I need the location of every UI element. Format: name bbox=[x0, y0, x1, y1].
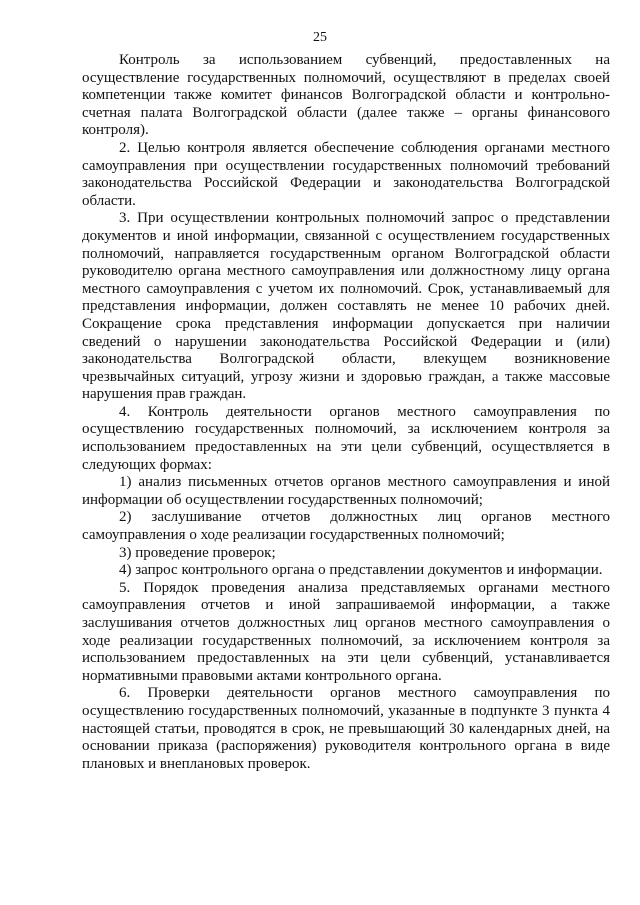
paragraph-2-control-purpose: 2. Целью контроля является обеспечение соблюдения органами местного самоуправления при осуществлении государственных полномочий требований законодательства Российской Федерации и законодательства Волгоградской области. bbox=[82, 139, 610, 209]
document-body bbox=[82, 52, 610, 773]
list-item-4-documents-request: 4) запрос контрольного органа о представлении документов и информации. bbox=[119, 562, 603, 579]
list-item-3-inspections: 3) проведение проверок; bbox=[119, 544, 276, 561]
paragraph-5-analysis-procedure: 5. Порядок проведения анализа представляемых органами местного самоуправления отчетов и иной запрашиваемой информации, а также заслушивания отчетов должностных лиц органов местного самоуправления о ходе реализации государственных полномочий, за исключением контроля за использованием предоставленных на эти цели субвенций, устанавливается нормативными правовыми актами контрольного органа. bbox=[82, 579, 610, 684]
paragraph-6-inspections-term: 6. Проверки деятельности органов местного самоуправления по осуществлению государственных полномочий, указанные в подпункте 3 пункта 4 настоящей статьи, проводятся в срок, не превышающий 30 календарных дней, на основании приказа (распоряжения) руководителя контрольного органа в виде плановых и внеплановых проверок. bbox=[82, 685, 610, 772]
page-number: 25 bbox=[313, 30, 327, 45]
paragraph-3-information-request: 3. При осуществлении контрольных полномочий запрос о представлении документов и иной информации, связанной с осуществлением государственных полномочий, направляется государственным органом Волгоградской области руководителю органа местного самоуправления или должностному лицу органа местного самоуправления с учетом их полномочий. Срок, устанавливаемый для представления информации, должен составлять не менее 10 рабочих дней. Сокращение срока представления информации допускается при наличии сведений о нарушении законодательства Российской Федерации и (или) законодательства Волгоградской области, влекущем возникновение чрезвычайных ситуаций, угрозу жизни и здоровью граждан, а также массовые нарушения прав граждан. bbox=[82, 210, 610, 403]
list-item-1-reports-analysis: 1) анализ письменных отчетов органов местного самоуправления и иной информации об осуществлении государственных полномочий; bbox=[82, 474, 610, 508]
paragraph-4-control-forms: 4. Контроль деятельности органов местного самоуправления по осуществлению государственных полномочий, за исключением контроля за использованием предоставленных на эти цели субвенций, осуществляется в следующих формах: bbox=[82, 403, 610, 473]
list-item-2-hearing-reports: 2) заслушивание отчетов должностных лиц органов местного самоуправления о ходе реализации государственных полномочий; bbox=[82, 509, 610, 544]
paragraph-subvention-control: Контроль за использованием субвенций, предоставленных на осуществление государственных полномочий, осуществляют в пределах своей компетенции также комитет финансов Волгоградской области и контрольно-счетная палата Волгоградской области (далее также – органы финансового контроля). bbox=[82, 52, 610, 139]
